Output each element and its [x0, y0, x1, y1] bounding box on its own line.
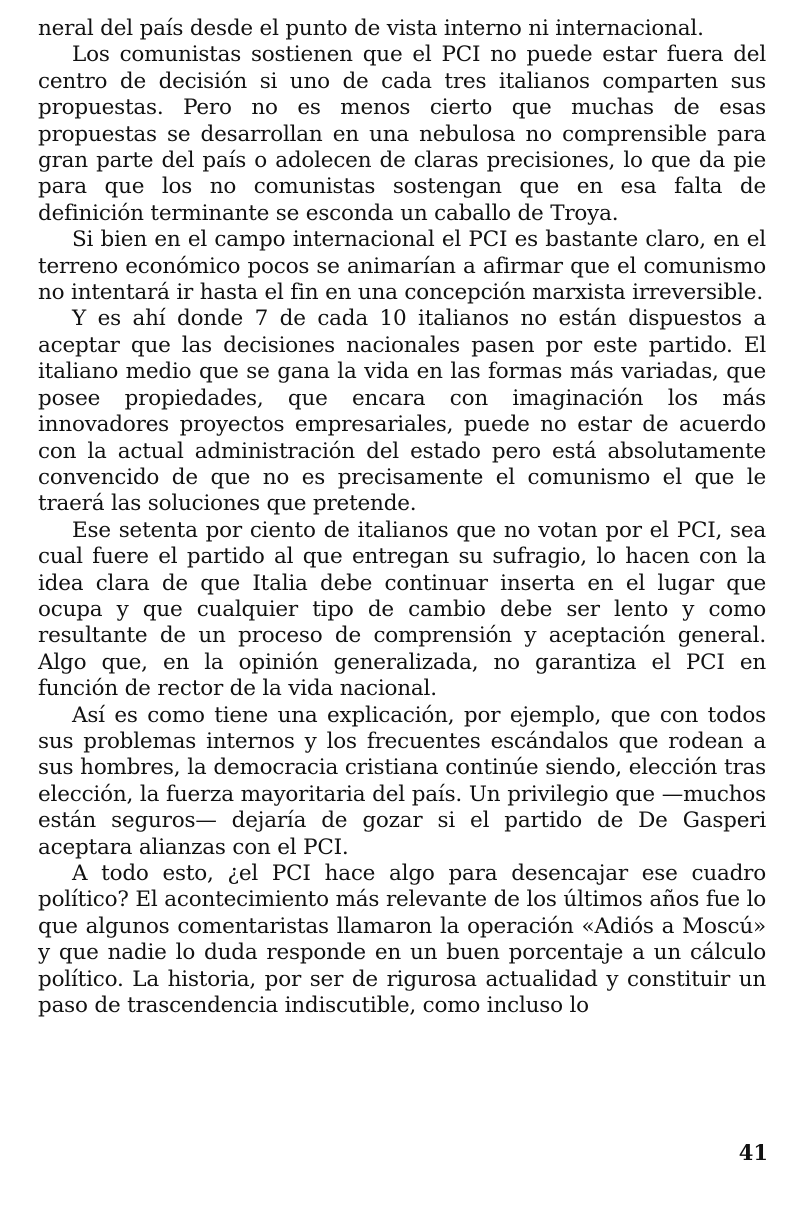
paragraph: Los comunistas sostienen que el PCI no puede estar fuera del centro de decisión si uno de cada tres italianos comparten sus propuestas. Pero no es menos cierto que muchas de esas propuestas se desarrollan en una nebulosa no comprensible para gran parte del país o adolecen de claras precisiones, lo que da pie para que los no comunistas sostengan que en esa falta de definición terminante se esconda un caballo de Troya.	[38, 42, 766, 226]
paragraph-continuation: neral del país desde el punto de vista interno ni internacional.	[38, 16, 704, 41]
paragraph: A todo esto, ¿el PCI hace algo para desencajar ese cuadro político? El acontecimiento más relevante de los últimos años fue lo que algunos comentaristas llamaron la operación «Adiós a Moscú» y que nadie lo duda responde en un buen porcentaje a un cálculo político. La historia, por ser de rigurosa actualidad y constituir un paso de trascendencia indiscutible, como incluso lo	[38, 861, 766, 1019]
body-text	[38, 16, 766, 1019]
paragraph: Así es como tiene una explicación, por ejemplo, que con todos sus problemas internos y los frecuentes escándalos que rodean a sus hombres, la democracia cristiana continúe siendo, elección tras elección, la fuerza mayoritaria del país. Un privilegio que —muchos están seguros— dejaría de gozar si el partido de De Gasperi aceptara alianzas con el PCI.	[38, 702, 766, 860]
paragraph: Y es ahí donde 7 de cada 10 italianos no están dispuestos a aceptar que las decisiones nacionales pasen por este partido. El italiano medio que se gana la vida en las formas más variadas, que posee propiedades, que encara con imaginación los más innovadores proyectos empresariales, puede no estar de acuerdo con la actual administración del estado pero está absolutamente convencido de que no es precisamente el comunismo el que le traerá las soluciones que pretende.	[38, 306, 766, 517]
page-number: 41	[738, 1140, 768, 1165]
paragraph: Si bien en el campo internacional el PCI es bastante claro, en el terreno económico pocos se animarían a afirmar que el comunismo no intentará ir hasta el fin en una concepción marxista irreversible.	[38, 227, 766, 306]
paragraph: Ese setenta por ciento de italianos que no votan por el PCI, sea cual fuere el partido al que entregan su sufragio, lo hacen con la idea clara de que Italia debe continuar inserta en el lugar que ocupa y que cualquier tipo de cambio debe ser lento y como resultante de un proceso de comprensión y aceptación general. Algo que, en la opinión generalizada, no garantiza el PCI en función de rector de la vida nacional.	[38, 517, 766, 702]
